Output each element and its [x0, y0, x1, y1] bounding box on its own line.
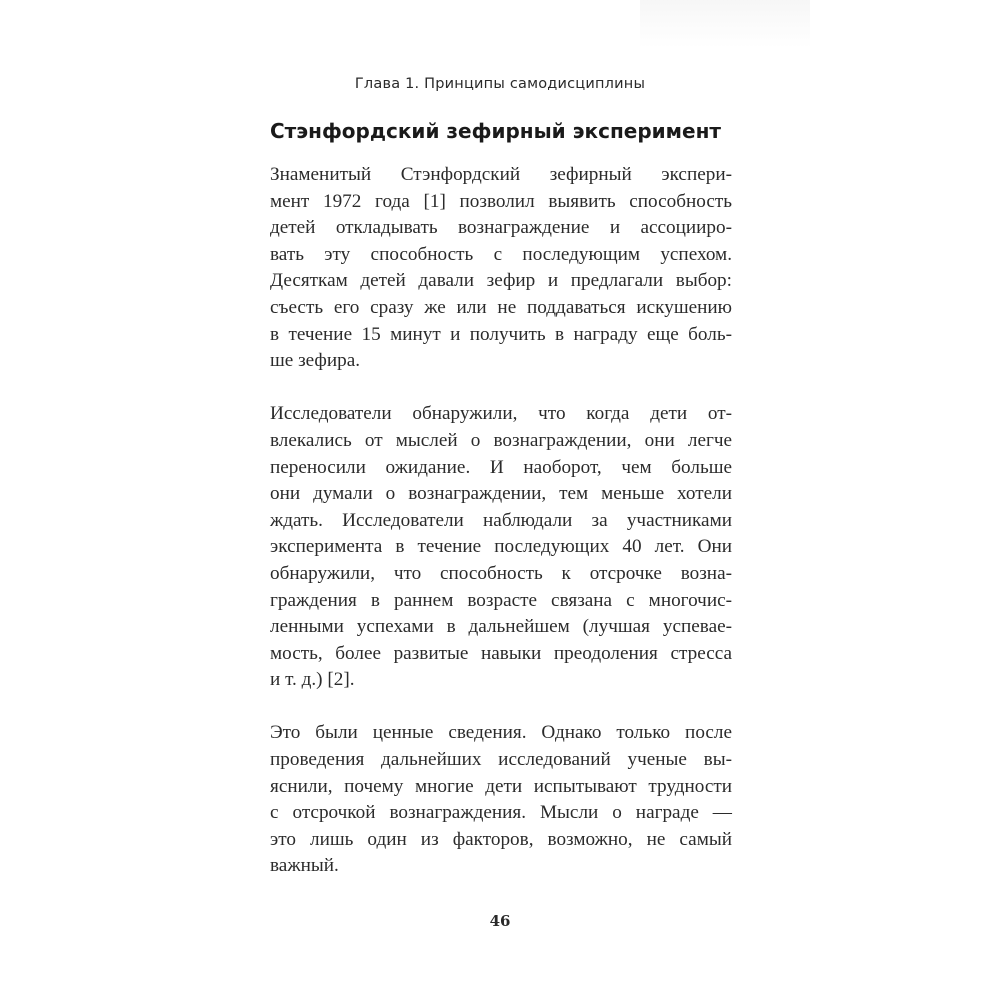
text-line: ленными успехами в дальнейшем (лучшая успевае- [270, 616, 732, 638]
text-line: и т. д.) [2]. [270, 669, 355, 691]
text-line: Знаменитый Стэнфордский зефирный экспери- [270, 164, 732, 185]
text-line: с отсрочкой вознаграждения. Мысли о награде — [270, 802, 732, 824]
paragraph-2 [270, 401, 732, 694]
text-line: вать эту способность с последующим успехом. [270, 243, 732, 265]
text-line: эксперимента в течение последующих 40 лет. Они [270, 536, 732, 558]
text-line: Десяткам детей давали зефир и предлагали выбор: [270, 270, 732, 292]
text-line: ждать. Исследователи наблюдали за участниками [270, 509, 732, 531]
text-line: важный. [270, 855, 339, 877]
text-line: детей откладывать вознаграждение и ассоцииро- [270, 217, 732, 239]
text-line: в течение 15 минут и получить в награду еще боль- [270, 323, 732, 345]
paragraph-1 [270, 162, 732, 375]
body-text [270, 162, 732, 907]
text-line: Исследователи обнаружили, что когда дети от- [270, 403, 732, 425]
text-line: обнаружили, что способность к отсрочке возна- [270, 562, 732, 584]
text-line: ше зефира. [270, 350, 361, 372]
paragraph-3 [270, 720, 732, 880]
text-line: это лишь один из факторов, возможно, не самый [270, 828, 732, 850]
text-line: съесть его сразу же или не поддаваться искушению [270, 296, 732, 318]
text-line: граждения в раннем возрасте связана с многочис- [270, 589, 732, 611]
page-number: 46 [489, 912, 511, 930]
running-head: Глава 1. Принципы самодисциплины [354, 76, 646, 92]
facing-page-bleed [640, 0, 810, 48]
text-line: влекались от мыслей о вознаграждении, они легче [270, 429, 732, 451]
section-title: Стэнфордский зефирный эксперимент [270, 119, 721, 143]
text-line: мость, более развитые навыки преодоления стресса [270, 642, 732, 664]
text-line: проведения дальнейших исследований ученые вы- [270, 749, 732, 771]
text-line: яснили, почему многие дети испытывают трудности [270, 775, 732, 797]
text-line: они думали о вознаграждении, тем меньше хотели [270, 483, 732, 505]
text-line: мент 1972 года [1] позволил выявить способность [270, 190, 732, 212]
text-line: Это были ценные сведения. Однако только после [270, 722, 732, 744]
text-line: переносили ожидание. И наоборот, чем больше [270, 456, 732, 478]
